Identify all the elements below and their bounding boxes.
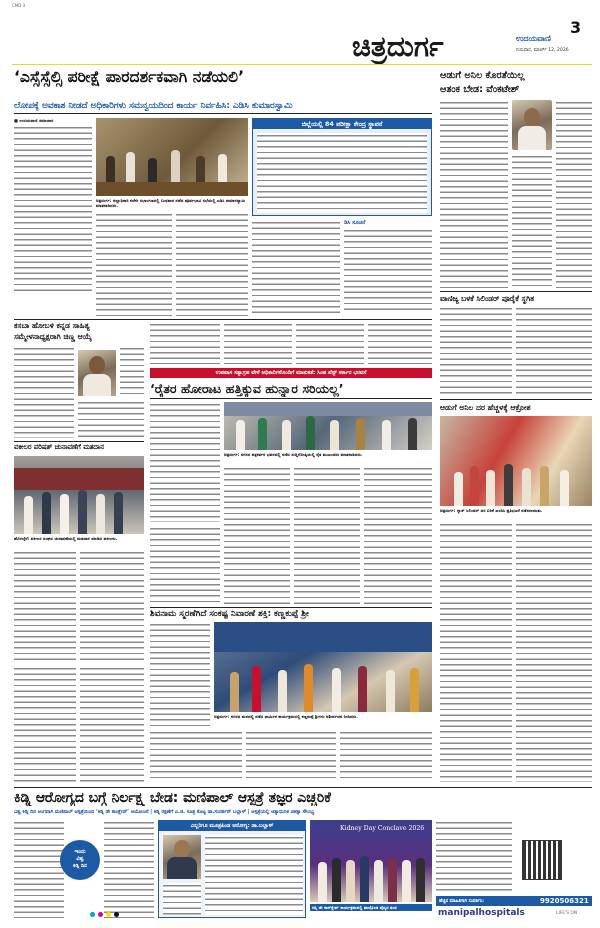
- masthead-bar: [352, 18, 592, 63]
- farmers-headline: ‘ರೈತರ ಹೋರಾಟ ಹತ್ತಿಕ್ಕುವ ಹುನ್ನಾರ ಸರಿಯಲ್ಲ’: [150, 381, 344, 396]
- gas-protest-photo: [440, 416, 592, 506]
- vehicle-headline: ವಕೀಲರ ಪರಿಷತ್ ಚುನಾವಣೆಗೆ ಮತದಾನ: [14, 443, 104, 451]
- kasaba-col-1: [14, 346, 74, 438]
- kidney-badge-line-2: ವಿಶ್ವ: [76, 856, 84, 862]
- conclave-banner: Kidney Day Conclave 2026: [340, 825, 425, 832]
- vaniya-col-1: [440, 306, 512, 396]
- vaniya-headline: ವಾಣಿಜ್ಯ ಬಳಕೆ ಸಿಲಿಂಡರ್ ಪೂರೈಕೆ ಸ್ಥಗಿತ: [440, 294, 535, 303]
- kidney-badge-line-1: ಇಂದು: [74, 849, 86, 855]
- helpline-label: ಹೆಚ್ಚಿನ ಮಾಹಿತಿಗಾಗಿ ಸಂಪರ್ಕಿಸಿ:: [439, 899, 485, 904]
- kidney-col-1: [14, 820, 64, 918]
- cmyk-tag: CMD 3: [12, 3, 26, 8]
- right-top-col-2: [556, 100, 592, 288]
- lead-col-1: [14, 125, 92, 291]
- farmers-col-1b: [150, 526, 220, 604]
- conclave-caption: ಕಿಡ್ನಿ ಡೇ ಕಾನ್‌ಕ್ಲೇವ್ ಕಾರ್ಯಕ್ರಮದಲ್ಲಿ ಪಾಲ್ಗೊಂಡ ವೈದ್ಯರ ತಂಡ: [310, 904, 432, 911]
- shiva-col-3: [246, 730, 336, 782]
- lead-photo-caption: ಚಿತ್ರದುರ್ಗ: ಜಿಲ್ಲಾಧಿಕಾರಿ ಕಚೇರಿ ಸಭಾಂಗಣದಲ್ಲಿ ಬುಧವಾರ ನಡೆದ ಪೂರ್ವಭಾವಿ ಸಭೆಯಲ್ಲಿ ಎಡಿಸಿ ಕುಮಾರಸ್ವಾಮಿ ಮಾತನಾಡಿದರು.: [96, 198, 246, 209]
- district-title: ಚಿತ್ರದುರ್ಗ: [352, 30, 444, 63]
- right-top-headline-2: ಆತಂಕ ಬೇಡ: ವೆಂಕಟೇಶ್: [440, 84, 520, 95]
- lead-cont-col-3: [296, 322, 364, 364]
- gas-col-2: [516, 522, 592, 782]
- gas-col-1: [440, 522, 512, 782]
- lead-cont-col-1: [150, 322, 220, 364]
- ad-strip: ಉಪವಾಸ ಸತ್ಯಾಗ್ರಹ ವೇಳೆ ಅಧಿಕಾರಿಗಳೊಂದಿಗೆ ಮಾತುಕತೆ: ಸಿಂಹ ಪೆಸ್ಟ್ ಸರ್ಕಾರ ಭರವಸೆ: [150, 368, 432, 378]
- qr-code: [522, 840, 562, 880]
- chinna-photo: [78, 350, 116, 396]
- farmers-col-1: [150, 402, 220, 522]
- lead-box-title: ಜಿಲ್ಲೆಯಲ್ಲಿ 84 ಪರೀಕ್ಷಾ ಕೇಂದ್ರ ಸ್ಥಾಪನೆ: [253, 119, 431, 129]
- left-bottom-col-1: [14, 666, 76, 782]
- venkatesh-photo: [512, 100, 552, 150]
- lead-rule: [14, 113, 432, 114]
- vehicle-photo: [14, 456, 144, 534]
- lead-subhead: ಲೋಪಕ್ಕೆ ಅವಕಾಶ ನೀಡದೆ ಅಧಿಕಾರಿಗಳು ಸಮನ್ವಯದಿಂದ ಕಾರ್ಯ ನಿರ್ವಹಿಸಿ: ಎಡಿಸಿ ಕುಮಾರಸ್ವಾಮಿ: [14, 101, 293, 111]
- conclave-photo: [310, 820, 432, 902]
- manipal-tagline: LIFE'S ON: [556, 911, 578, 916]
- registration-marks: [90, 912, 180, 918]
- manipal-brand: manipalhospitals: [438, 908, 525, 918]
- kidney-subhead: ವಿಶ್ವ ಕಿಡ್ನಿ ದಿನ ಅಂಗವಾಗಿ ಮಣಿಪಾಲ್ ಆಸ್ಪತ್ರೆಯಿಂದ ‘ಕಿಡ್ನಿ ಡೇ ಕಾಂಕ್ಲೇವ್’ ಆಯೋಜನೆ | ಕಿಡ್ನಿ ರಕ್ಷಣೆಗೆ ಎ.ಜಿ. ಸೂತ್ರ ಕೊಟ್ಟ ಡಾ.ಸುದರ್ಶನ್ ಬಲ್ಲಾಳ್ | ಆಸ್ಪತ್ರೆಯಲ್ಲಿ ಆತ್ಯಾಧುನಿಕ ಚಿಕಿತ್ಸಾ ಸೌಲಭ್ಯ: [14, 809, 315, 815]
- shiva-col-1: [150, 622, 210, 726]
- kidney-ballal-box: [158, 820, 306, 918]
- lead-col-2: [96, 212, 172, 316]
- kidney-day-badge: [60, 840, 100, 880]
- shiva-col-2: [150, 730, 242, 782]
- lead-headline: ‘ಎಸ್ಸೆಸ್ಸೆಲ್ಸಿ ಪರೀಕ್ಷೆ ಪಾರದರ್ಶಕವಾಗಿ ನಡೆಯಲಿ’: [14, 68, 245, 86]
- dateline: ಗುರುವಾರ, ಮಾರ್ಚ್ 12, 2026: [516, 48, 569, 53]
- farmers-col-4: [364, 466, 432, 604]
- paper-label: ಉದಯವಾಣಿ: [516, 34, 551, 43]
- page-number: 3: [570, 18, 582, 37]
- lead-cont-col-2: [224, 322, 292, 364]
- kasaba-headline-1: ಕಸಬಾ ಹೋಬಳಿ ಕನ್ನಡ ಸಾಹಿತ್ಯ: [14, 321, 90, 330]
- farmers-photo: [224, 402, 432, 450]
- lead-info-box: [252, 118, 432, 216]
- shiva-photo-caption: ಚಿತ್ರದುರ್ಗ: ನಗರದ ಮಠದಲ್ಲಿ ನಡೆದ ಧಾರ್ಮಿಕ ಕಾರ್ಯಕ್ರಮದಲ್ಲಿ ಕಣ್ಣಕುಪ್ಪೆ ಶ್ರೀಗಳು ಆಶೀರ್ವಚನ ನೀಡಿದರು.: [214, 714, 358, 719]
- gas-headline: ಆಡುಗೆ ಅನಿಲ ದರ ಹೆಚ್ಚಳಕ್ಕೆ ಆಕ್ರೋಶ: [440, 403, 531, 412]
- farmers-col-3: [294, 466, 360, 604]
- lead-cont-col-4: [368, 322, 432, 364]
- lead-box-sub: ಡಿಸಿ ಸೂಚನೆ: [344, 220, 366, 226]
- right-top-headline-1: ಆಡುಗೆ ಅನಿಲ ಕೊರತೆಯಿಲ್ಲ: [440, 70, 525, 81]
- vehicle-col-1: [14, 550, 76, 662]
- helpline-bar: [436, 896, 592, 906]
- masthead-rule: [12, 64, 592, 65]
- vehicle-photo-caption: ಹೊಳಲ್ಕೆರೆ: ವಕೀಲರ ಸಂಘದ ಚುನಾವಣೆಯಲ್ಲಿ ಮತದಾನ ಮಾಡಿದ ವಕೀಲರು.: [14, 536, 118, 541]
- kidney-badge-line-3: ಕಿಡ್ನಿ ದಿನ: [73, 863, 87, 869]
- kasaba-col-2: [78, 400, 144, 438]
- farmers-col-2: [224, 466, 290, 604]
- lead-col-5: [344, 228, 432, 314]
- gas-photo-caption: ಚಿತ್ರದುರ್ಗ: ಗ್ಯಾಸ್ ಸಿಲಿಂಡರ್ ದರ ಏರಿಕೆ ಖಂಡಿಸಿ ಪ್ರತಿಭಟನೆ ನಡೆಸಲಾಯಿತು.: [440, 508, 543, 513]
- kidney-box-title: ಎಲ್ಲರಿಗೂ ಮೂತ್ರಪಿಂಡ ಆರೋಗ್ಯ: ಡಾ.ಬಲ್ಲಾಳ್: [159, 821, 305, 831]
- vehicle-col-2: [80, 550, 144, 662]
- kasaba-headline-2: ಸಮ್ಮೇಳನಾಧ್ಯಕ್ಷರಾಗಿ ಚಿಣ್ಣ ಆಯ್ಕೆ: [14, 332, 92, 341]
- doctor-photo: [163, 835, 201, 879]
- kidney-col-2: [104, 820, 154, 918]
- manipal-logo: [436, 908, 592, 922]
- kidney-headline: ಕಿಡ್ನಿ ಆರೋಗ್ಯದ ಬಗ್ಗೆ ನಿರ್ಲಕ್ಷ್ಯ ಬೇಡ: ಮಣಿಪಾಲ್ ಆಸ್ಪತ್ರೆ ತಜ್ಞರ ಎಚ್ಚರಿಕೆ: [14, 790, 331, 806]
- shiva-photo: [214, 622, 432, 712]
- left-bottom-col-2: [80, 666, 144, 782]
- lead-photo: [96, 118, 248, 196]
- shiva-col-4: [340, 730, 432, 782]
- lead-col-4: [252, 220, 340, 314]
- vaniya-col-2: [516, 306, 592, 396]
- lead-col-3: [176, 212, 248, 316]
- right-top-col-1: [440, 100, 508, 288]
- shiva-headline: ಶಿವನಾಮ ಸ್ಮರಣೆಗಿದೆ ಸಂಕಷ್ಟ ನಿವಾರಣೆ ಶಕ್ತಿ: ಕಣ್ಣಕುಪ್ಪೆ ಶ್ರೀ: [150, 609, 309, 619]
- helpline-number[interactable]: 9920506321: [540, 897, 589, 905]
- kasaba-col-3: [120, 346, 144, 396]
- kidney-col-3: [436, 820, 512, 894]
- farmers-photo-caption: ಚಿತ್ರದುರ್ಗ: ನಗರದ ಪತ್ರಕರ್ತರ ಭವನದಲ್ಲಿ ನಡೆದ ಸುದ್ದಿಗೋಷ್ಠಿಯಲ್ಲಿ ರೈತ ಮುಖಂಡರು ಮಾತನಾಡಿದರು.: [224, 452, 363, 457]
- right-top-col-3: [512, 154, 552, 288]
- lead-byline: ■ ಉದಯವಾಣಿ ಸಮಾಚಾರ: [14, 118, 54, 123]
